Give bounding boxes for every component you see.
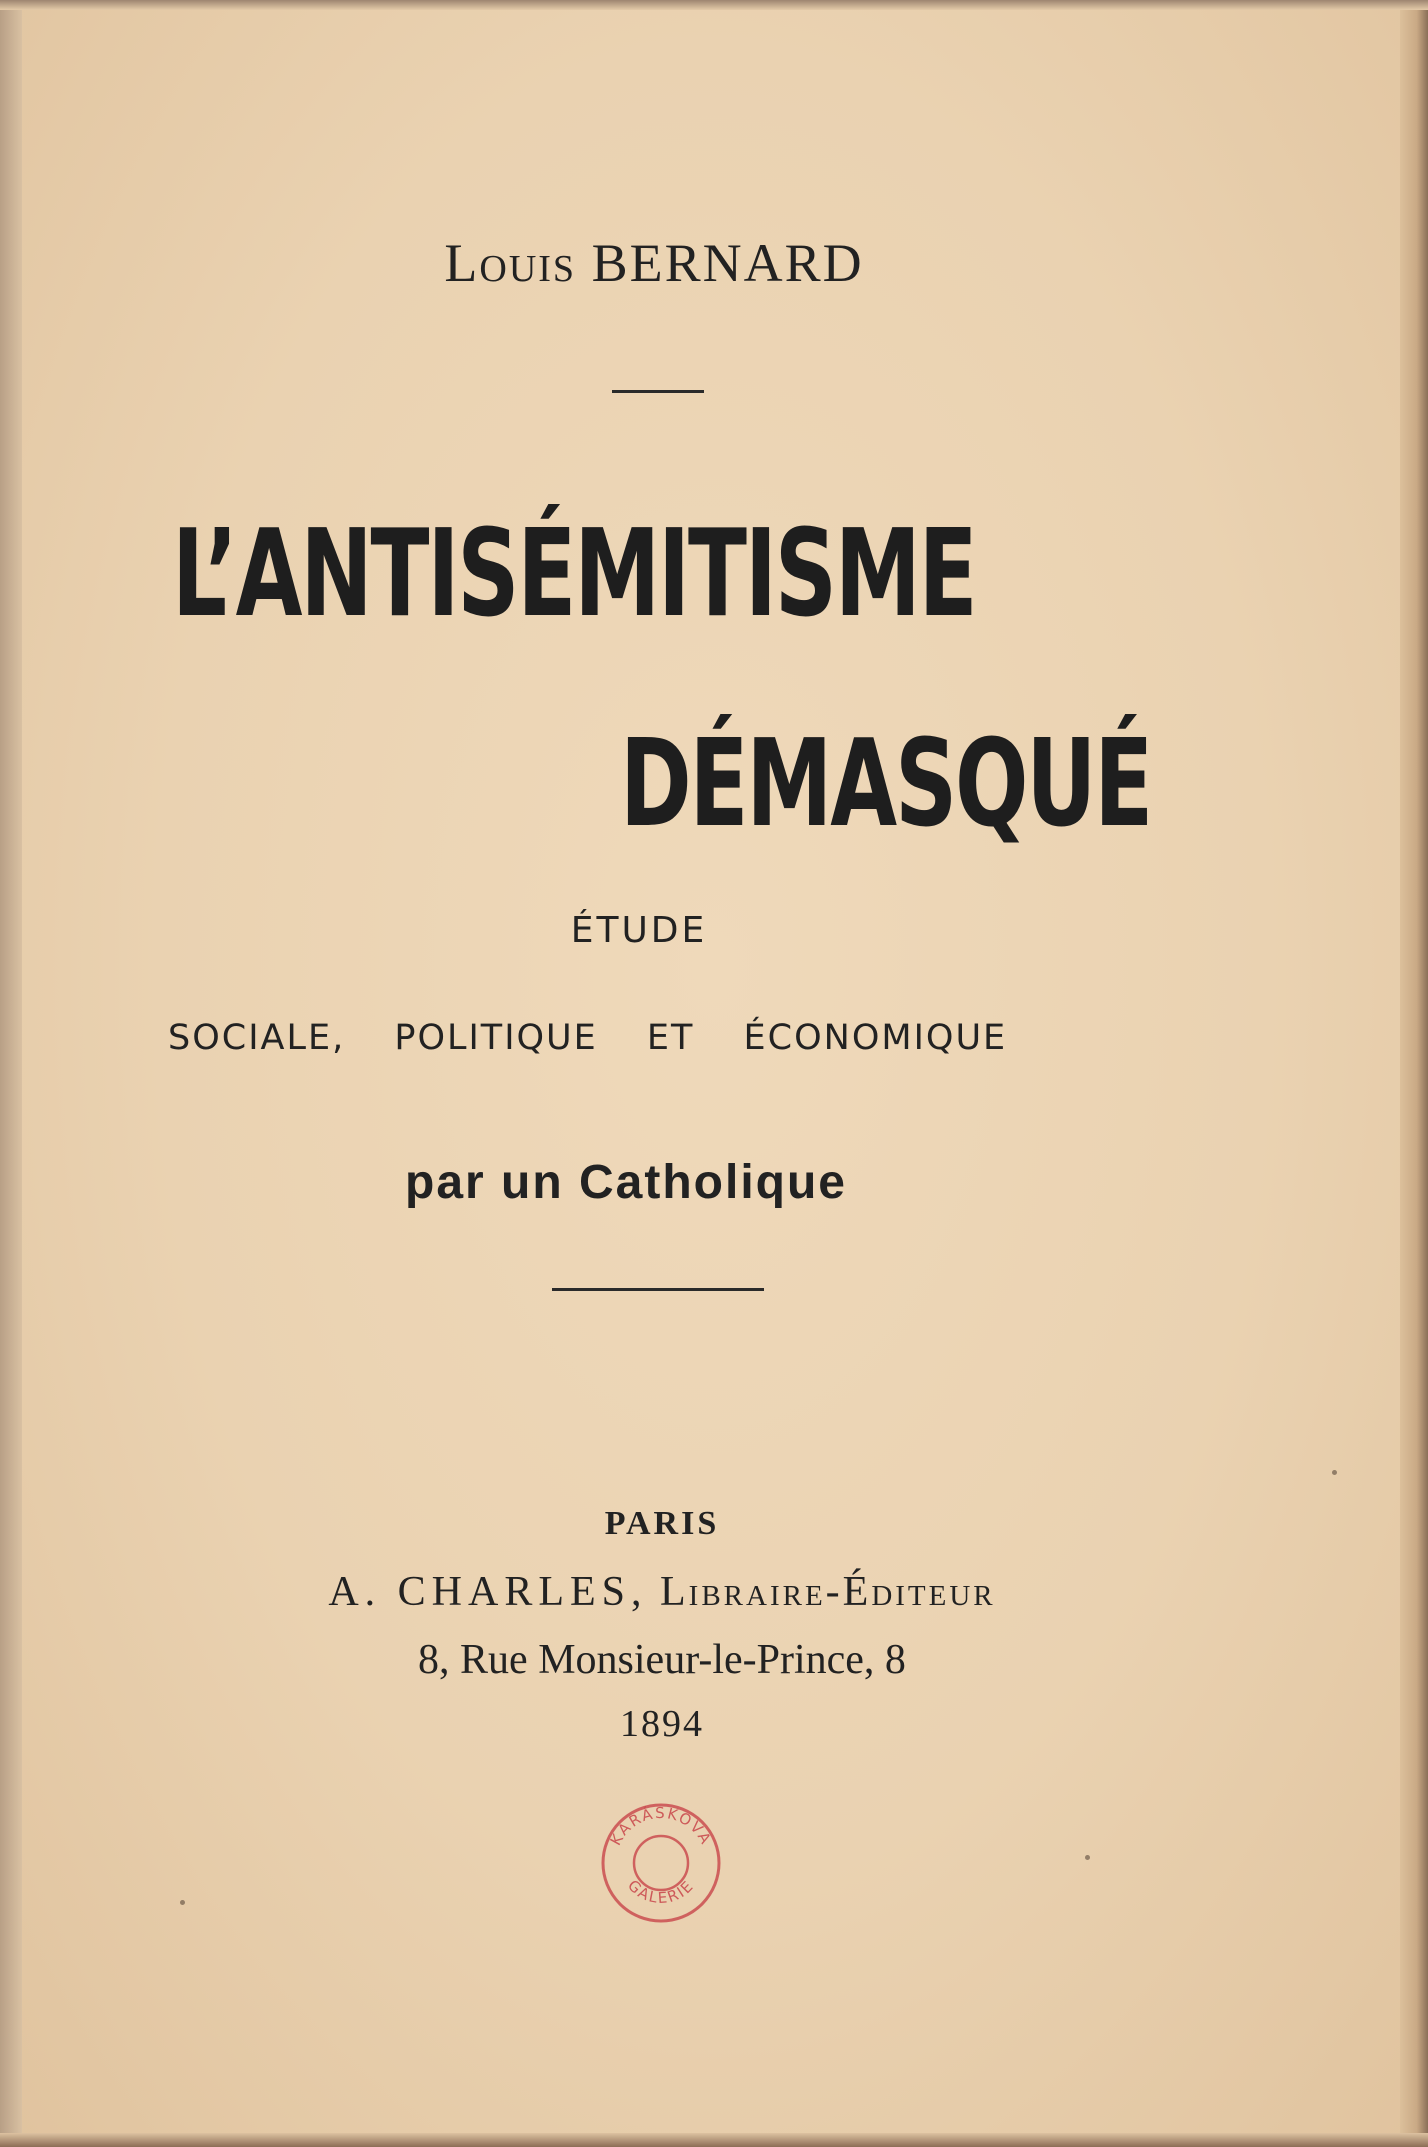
attribution: par un Catholique xyxy=(405,1156,847,1209)
paper-speck xyxy=(180,1900,185,1905)
paper-speck xyxy=(1085,1855,1090,1860)
title-line-1: L’ANTISÉMITISME xyxy=(172,505,976,644)
etude-heading: ÉTUDE xyxy=(570,910,708,951)
stamp-bottom-text: GALERIE xyxy=(624,1876,698,1908)
page-edge-top xyxy=(0,0,1428,10)
stamp-top-text: KARÁSKOVA xyxy=(606,1803,716,1849)
page-edge-right xyxy=(1400,0,1428,2147)
author-first-name: Louis xyxy=(444,233,577,293)
imprint-publisher xyxy=(0,1568,1376,1616)
svg-text:GALERIE xyxy=(624,1876,698,1907)
subtitle: SOCIALE, POLITIQUE ET ÉCONOMIQUE xyxy=(168,1018,1008,1058)
page-edge-bottom xyxy=(0,2133,1428,2147)
divider-rule-middle xyxy=(552,1288,764,1291)
svg-text:KARÁSKOVA xyxy=(606,1803,715,1848)
author-name xyxy=(0,232,1368,294)
imprint-address: 8, Rue Monsieur-le-Prince, 8 xyxy=(418,1637,906,1683)
publisher-name: A. CHARLES, xyxy=(328,1569,648,1615)
library-stamp xyxy=(598,1800,724,1926)
divider-rule-top xyxy=(612,390,704,393)
author-last-name: BERNARD xyxy=(591,233,864,293)
imprint-city: PARIS xyxy=(604,1505,720,1542)
title-line-2: DÉMASQUÉ xyxy=(620,715,1152,854)
paper-speck xyxy=(1332,1470,1337,1475)
imprint-year: 1894 xyxy=(620,1703,704,1745)
spine-shadow xyxy=(0,0,22,2147)
publisher-role: Libraire-Éditeur xyxy=(660,1569,996,1615)
